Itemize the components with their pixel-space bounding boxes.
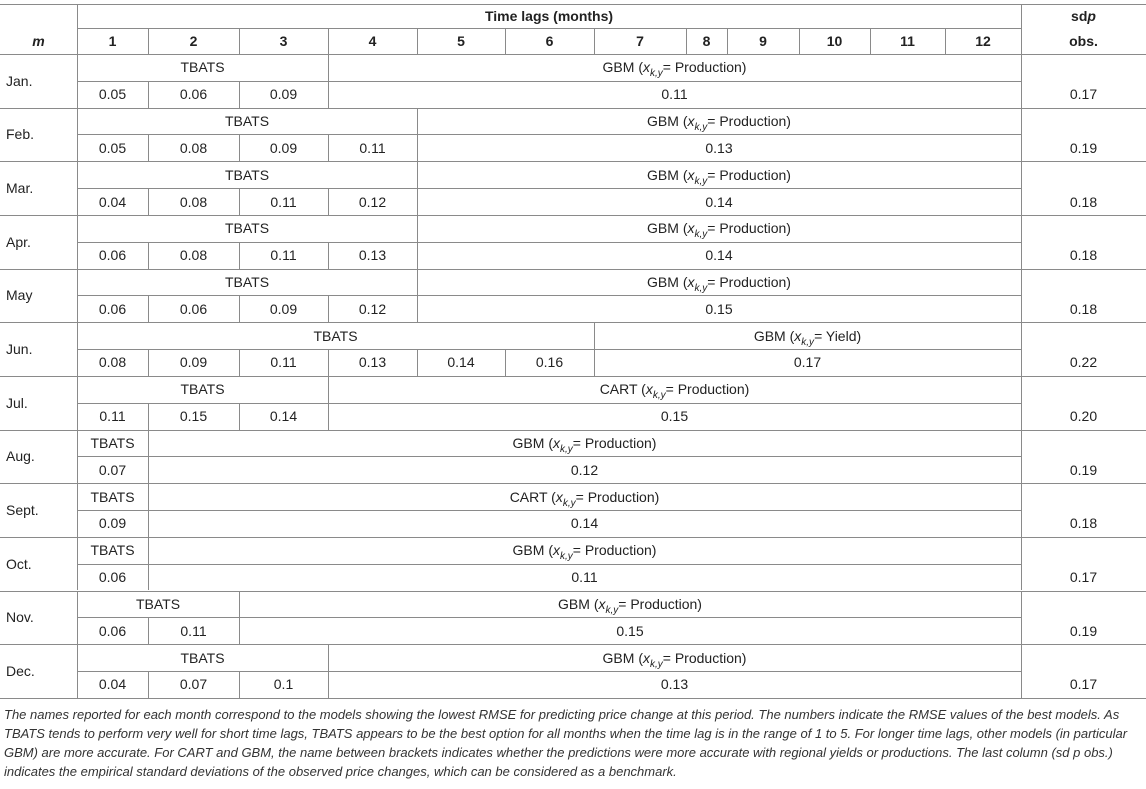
model-label: TBATS [224, 274, 270, 290]
rule-v [328, 349, 329, 376]
lag-header-6: 6 [545, 33, 554, 49]
rmse-value: 0.11 [270, 247, 297, 264]
lag-header-3: 3 [279, 33, 288, 49]
rule-v [594, 28, 595, 54]
rule-v [417, 242, 418, 269]
rule-v [1021, 537, 1022, 591]
rmse-value: 0.11 [359, 139, 386, 156]
rule-v [239, 28, 240, 54]
model-label: TBATS [224, 166, 270, 183]
sd-value: 0.18 [1069, 515, 1098, 532]
model-label: TBATS [90, 434, 135, 451]
rule-v [239, 295, 240, 322]
model-label: GBM ( $x_{k,y}$ = Production) [647, 274, 791, 294]
rmse-value: 0.08 [98, 354, 127, 371]
rmse-value: 0.17 [793, 354, 822, 371]
rule-v [148, 564, 149, 591]
rmse-value: 0.09 [269, 86, 298, 103]
rule-v [1021, 108, 1022, 162]
rule-v [148, 349, 149, 376]
model-label: CART ( $x_{k,y}$ = Production) [599, 381, 750, 402]
rmse-value: 0.09 [269, 139, 298, 156]
rule-v [239, 81, 240, 108]
rule-v [148, 134, 149, 161]
model-label: CART ( $x_{k,y}$ = Production) [509, 488, 660, 509]
lag-header-12: 12 [975, 33, 991, 49]
rule-v [77, 4, 78, 54]
rule-v [727, 28, 728, 54]
sd-value: 0.18 [1069, 193, 1098, 210]
month-label: Jun. [6, 341, 33, 358]
rule-v [77, 215, 78, 269]
model-label: TBATS [180, 59, 225, 76]
rule-v [148, 81, 149, 108]
model-label: GBM ( $x_{k,y}$ = Production) [647, 166, 791, 187]
rmse-value: 0.08 [179, 139, 208, 156]
rule-h [77, 134, 1021, 135]
rule-v [77, 430, 78, 484]
month-label: May [6, 287, 33, 304]
rmse-value: 0.15 [179, 408, 208, 425]
rule-v [148, 188, 149, 215]
rule-v [239, 134, 240, 161]
m-column-header: m [32, 33, 45, 49]
rule-v [148, 510, 149, 537]
rmse-value: 0.05 [98, 86, 127, 103]
rule-v [148, 617, 149, 644]
rule-v [1021, 4, 1022, 54]
month-label: Nov. [6, 609, 34, 626]
rule-v [77, 591, 78, 645]
rule-h [0, 698, 1146, 699]
rmse-value: 0.08 [179, 247, 208, 264]
sd-value: 0.18 [1069, 300, 1098, 317]
rule-v [594, 349, 595, 376]
rmse-value: 0.11 [99, 408, 126, 425]
month-label: Mar. [6, 180, 34, 197]
model-label: TBATS [135, 595, 181, 612]
lag-header-1: 1 [108, 33, 117, 49]
rule-h [77, 349, 1021, 350]
rule-v [328, 403, 329, 430]
rule-v [1021, 269, 1022, 323]
sd-value: 0.19 [1069, 622, 1098, 639]
rmse-value: 0.11 [661, 86, 688, 103]
rule-v [686, 28, 687, 54]
rule-v [417, 134, 418, 161]
sd-value: 0.22 [1069, 354, 1098, 371]
rule-v [328, 671, 329, 698]
model-label: TBATS [90, 488, 135, 505]
rule-v [1021, 430, 1022, 484]
month-label: Aug. [6, 448, 35, 465]
rmse-value: 0.13 [358, 354, 387, 371]
rmse-value: 0.09 [179, 354, 208, 371]
lag-header-9: 9 [759, 33, 767, 49]
sd-value: 0.19 [1069, 139, 1098, 156]
rule-v [239, 403, 240, 430]
model-label: TBATS [313, 327, 358, 344]
month-label: Sept. [6, 502, 39, 518]
sd-value: 0.18 [1069, 247, 1098, 264]
rmse-value: 0.06 [98, 569, 127, 586]
rule-v [239, 188, 240, 215]
rule-v [328, 188, 329, 215]
sd-value: 0.17 [1069, 676, 1098, 693]
rule-v [239, 671, 240, 698]
rule-v [77, 644, 78, 698]
rmse-value: 0.08 [179, 193, 208, 210]
model-label: TBATS [224, 113, 270, 130]
rule-v [417, 188, 418, 215]
rule-v [148, 295, 149, 322]
model-label: GBM ( $x_{k,y}$ = Production) [647, 220, 791, 241]
rule-v [77, 108, 78, 162]
rule-v [77, 376, 78, 430]
rule-v [239, 617, 240, 644]
rule-v [328, 134, 329, 161]
rmse-value: 0.13 [660, 676, 689, 693]
month-label: Jan. [6, 72, 33, 89]
sd-value: 0.20 [1069, 408, 1098, 425]
rmse-value: 0.11 [180, 622, 207, 639]
rule-h [77, 564, 1021, 565]
rule-h [77, 295, 1021, 296]
rule-v [1021, 591, 1022, 645]
rule-h [77, 188, 1021, 189]
rmse-value: 0.14 [570, 515, 599, 532]
rule-v [77, 322, 78, 376]
rule-v [1021, 483, 1022, 537]
rmse-value: 0.15 [660, 408, 689, 425]
rule-v [505, 349, 506, 376]
rule-v [505, 28, 506, 54]
rule-v [328, 28, 329, 54]
time-lags-header: Time lags (months) [484, 8, 614, 24]
rule-h [77, 403, 1021, 404]
rmse-value: 0.06 [98, 247, 127, 264]
rule-v [77, 269, 78, 323]
model-label: GBM ( $x_{k,y}$ = Production) [512, 542, 657, 563]
rmse-value: 0.15 [616, 622, 644, 639]
rmse-value: 0.14 [705, 193, 733, 210]
rmse-value: 0.13 [705, 139, 733, 156]
rmse-value: 0.06 [98, 300, 127, 317]
rule-h [77, 28, 1021, 29]
sd-header-obs: obs. [1069, 33, 1098, 49]
model-label: TBATS [90, 542, 135, 559]
lag-header-7: 7 [636, 33, 644, 49]
model-label: TBATS [180, 649, 225, 666]
rmse-value: 0.07 [179, 676, 208, 693]
rule-v [148, 242, 149, 269]
rmse-value: 0.11 [571, 569, 598, 586]
model-label: GBM ( $x_{k,y}$ = Yield) [753, 327, 862, 348]
rule-v [148, 671, 149, 698]
rule-v [417, 349, 418, 376]
rule-v [417, 28, 418, 54]
rule-v [328, 242, 329, 269]
model-label: GBM ( $x_{k,y}$ = Production) [558, 595, 702, 616]
rule-v [77, 54, 78, 108]
rule-v [148, 456, 149, 483]
rule-v [870, 28, 871, 54]
rule-h [77, 242, 1021, 243]
rule-v [417, 295, 418, 322]
rmse-value: 0.14 [269, 408, 298, 425]
rule-v [239, 242, 240, 269]
rule-v [239, 349, 240, 376]
rule-v [1021, 376, 1022, 430]
rmse-value: 0.14 [705, 247, 733, 264]
month-label: Oct. [6, 555, 32, 572]
rmse-value: 0.04 [98, 193, 127, 210]
rmse-value: 0.1 [273, 676, 294, 693]
rmse-value: 0.09 [269, 300, 298, 317]
rule-v [148, 28, 149, 54]
model-label: TBATS [180, 381, 225, 398]
lag-header-10: 10 [826, 33, 843, 49]
rmse-value: 0.16 [535, 354, 564, 371]
sd-value: 0.17 [1069, 569, 1098, 586]
rmse-value: 0.14 [447, 354, 475, 371]
rmse-value: 0.12 [570, 461, 599, 478]
rule-v [77, 161, 78, 215]
rule-h [77, 510, 1021, 511]
sd-value: 0.17 [1069, 86, 1098, 103]
lag-header-4: 4 [368, 33, 377, 49]
month-label: Feb. [6, 126, 35, 143]
sd-header: sd p [1071, 8, 1096, 24]
rmse-value: 0.12 [358, 193, 387, 210]
table-footnote: The names reported for each month correspond to the models showing the lowest RMSE for predicting price change at this period. The numbers indicate the RMSE values of the best models. As TBATS tends to perform very well for short time lags, TBATS appears to be the best option for all months when the time lag is in the range of 1 to 5. For longer time lags, other models (in particular GBM) are more accurate. For CART and GBM, the name between brackets indicates whether the predictions were more accurate with regional yields or productions. The last column (sd p obs.) indicates the empirical standard deviations of the observed price changes, which can be considered as a benchmark. [4, 707, 1128, 779]
rmse-value: 0.09 [98, 515, 127, 532]
model-label: GBM ( $x_{k,y}$ = Production) [602, 59, 747, 80]
lag-header-2: 2 [189, 33, 198, 49]
lag-header-8: 8 [702, 33, 711, 49]
rmse-value: 0.06 [179, 86, 208, 103]
model-label: TBATS [224, 220, 270, 237]
rule-h [0, 4, 1146, 5]
rule-v [1021, 54, 1022, 108]
rule-v [148, 403, 149, 430]
lag-header-11: 11 [900, 33, 915, 49]
rule-v [1021, 322, 1022, 376]
rule-v [1021, 215, 1022, 269]
rule-v [945, 28, 946, 54]
rmse-value: 0.06 [179, 300, 208, 317]
rmse-value: 0.13 [358, 247, 387, 264]
rmse-value: 0.12 [358, 300, 387, 317]
rule-v [328, 81, 329, 108]
rmse-value: 0.15 [705, 300, 733, 317]
rule-h [77, 617, 1021, 618]
model-label: GBM ( $x_{k,y}$ = Production) [512, 434, 657, 455]
rule-h [77, 456, 1021, 457]
rule-v [77, 483, 78, 537]
rule-v [328, 295, 329, 322]
rmse-value: 0.06 [98, 622, 127, 639]
rule-v [1021, 161, 1022, 215]
lag-header-5: 5 [457, 33, 465, 49]
rule-v [77, 537, 78, 591]
month-label: Jul. [6, 394, 28, 411]
rmse-value: 0.04 [98, 676, 127, 693]
rule-h [77, 671, 1021, 672]
model-label: GBM ( $x_{k,y}$ = Production) [647, 113, 791, 133]
rule-v [799, 28, 800, 54]
rmse-value: 0.11 [270, 193, 297, 210]
rmse-value: 0.07 [98, 461, 127, 478]
rmse-value: 0.11 [270, 354, 297, 371]
sd-value: 0.19 [1069, 461, 1098, 478]
month-label: Apr. [6, 233, 31, 250]
rmse-value: 0.05 [98, 139, 127, 156]
rule-v [1021, 644, 1022, 698]
rule-h [77, 81, 1021, 82]
month-label: Dec. [6, 662, 35, 679]
model-label: GBM ( $x_{k,y}$ = Production) [602, 649, 747, 670]
